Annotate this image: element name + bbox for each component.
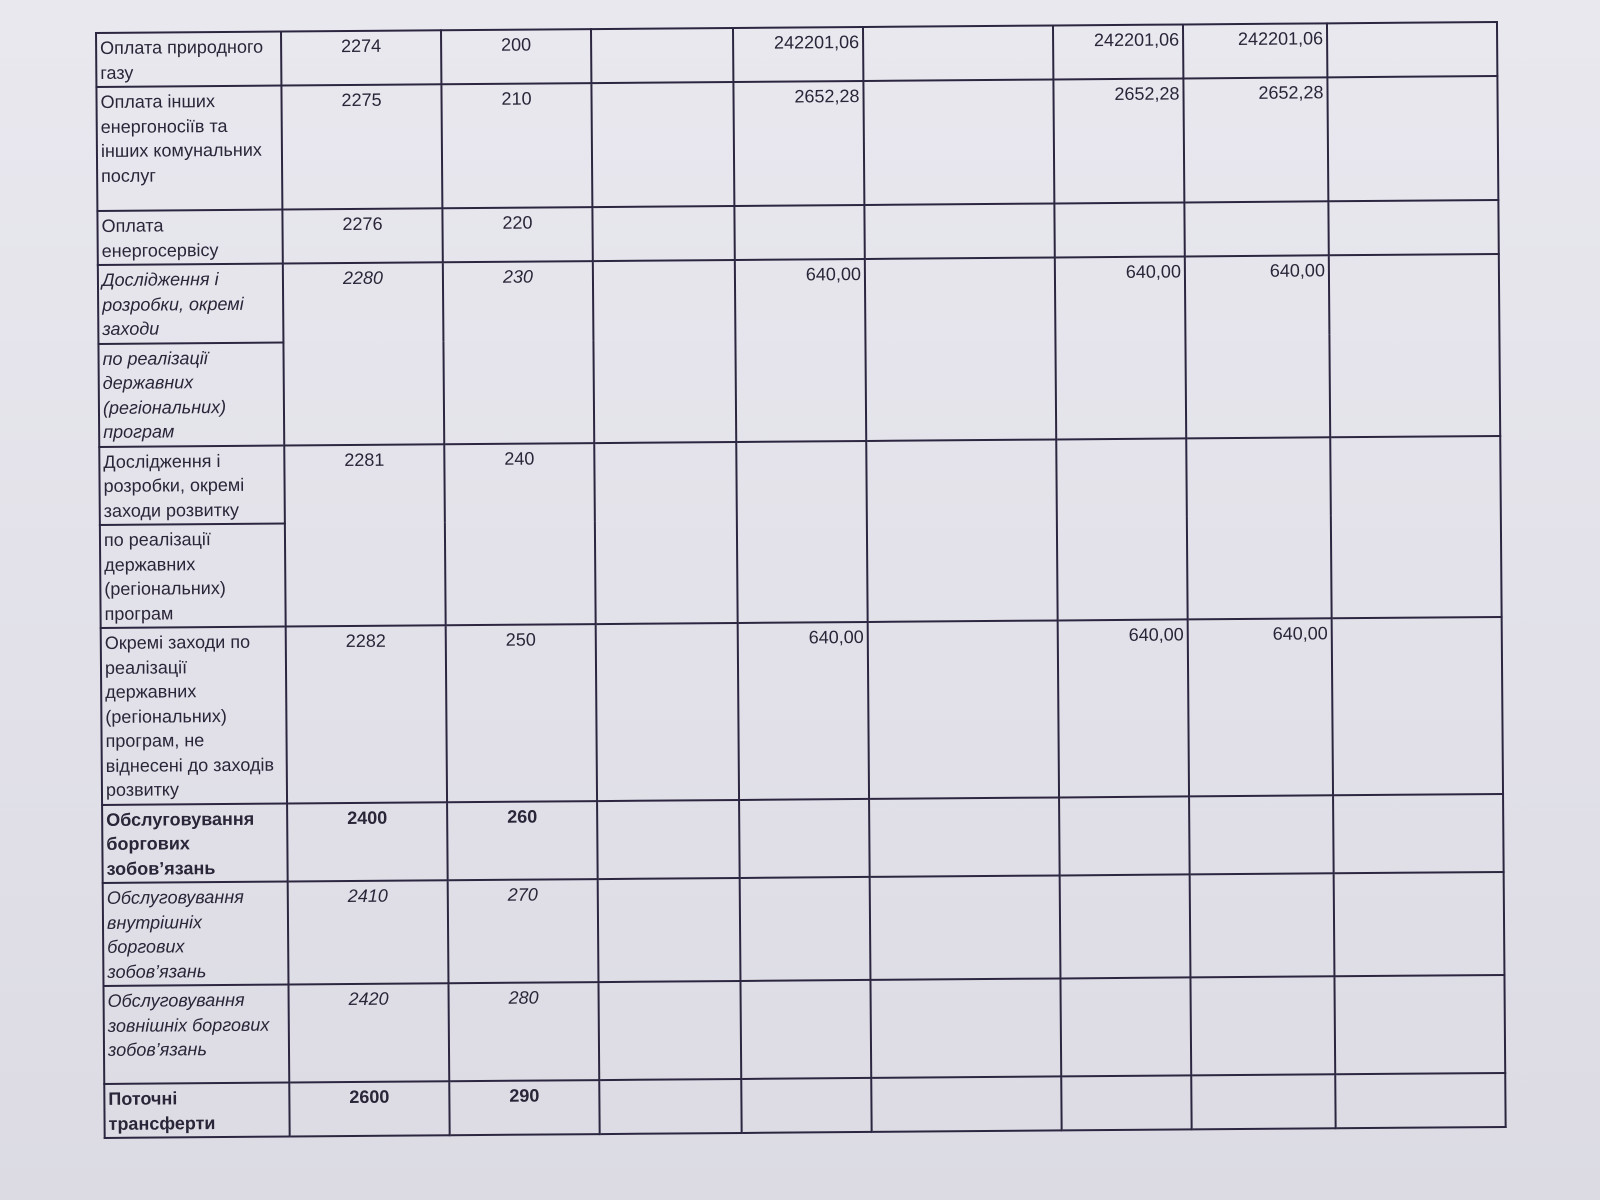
row-value-col6	[1334, 975, 1505, 1074]
row-value-col1	[591, 28, 733, 83]
row-code: 2282	[286, 625, 447, 803]
row-value-col2: 2652,28	[733, 81, 864, 206]
row-code: 2275	[281, 84, 442, 209]
row-value-col2	[734, 205, 864, 260]
row-name: Окремі заходи по реалізації державних (регіональних) програм, не віднесені до заходів розвитку	[101, 627, 287, 805]
row-value-col1	[598, 878, 741, 982]
row-value-col5: 2652,28	[1183, 77, 1328, 202]
row-value-col3	[870, 875, 1061, 979]
row-value-col5	[1186, 437, 1331, 620]
row-value-col1	[594, 441, 737, 624]
row-line-number: 270	[448, 879, 599, 983]
row-value-col3	[870, 978, 1061, 1077]
row-code: 2410	[288, 880, 449, 984]
row-line-number: 280	[448, 982, 599, 1081]
row-value-col6	[1334, 872, 1505, 976]
row-value-col4	[1060, 977, 1191, 1076]
row-value-col2	[740, 877, 871, 981]
row-value-col1	[593, 260, 736, 443]
row-code: 2600	[289, 1081, 449, 1136]
row-name: Оплата природного газу	[96, 32, 281, 87]
row-value-col4	[1060, 874, 1191, 978]
table-row	[104, 1073, 1505, 1138]
row-value-col4	[1056, 438, 1187, 621]
row-value-col4: 2652,28	[1053, 78, 1184, 203]
row-value-col5	[1189, 795, 1334, 875]
row-value-col4	[1061, 1075, 1191, 1130]
row-line-number: 240	[444, 443, 595, 626]
row-value-col5: 640,00	[1185, 255, 1330, 438]
table-row	[101, 617, 1503, 804]
row-value-col2	[736, 440, 867, 623]
row-value-col5	[1190, 873, 1335, 977]
row-value-col6	[1330, 435, 1501, 618]
row-value-col1	[598, 981, 741, 1080]
row-value-col6	[1332, 617, 1503, 795]
row-value-col5: 640,00	[1188, 618, 1333, 796]
row-value-col4	[1054, 202, 1184, 257]
row-value-col1	[591, 82, 734, 207]
row-value-col3	[866, 439, 1057, 622]
row-name-continuation: по реалізації державних (регіональних) програм	[100, 524, 286, 628]
row-value-col3	[871, 1076, 1061, 1131]
row-value-col1	[599, 1079, 741, 1134]
row-line-number: 220	[442, 207, 592, 262]
row-name: Поточні трансферти	[104, 1083, 289, 1138]
row-code: 2280	[283, 262, 444, 445]
row-name-continuation: по реалізації державних (регіональних) програм	[98, 342, 284, 446]
budget-sheet	[95, 21, 1507, 1139]
row-value-col3	[864, 203, 1054, 258]
row-value-col1	[596, 623, 739, 801]
row-value-col3	[869, 797, 1060, 877]
row-value-col6	[1333, 793, 1504, 873]
row-value-col1	[592, 206, 734, 261]
row-name: Дослідження і розробки, окремі заходи	[98, 264, 284, 344]
row-value-col4: 640,00	[1058, 619, 1189, 797]
row-value-col2: 640,00	[738, 622, 869, 800]
row-value-col6	[1329, 254, 1500, 437]
row-line-number: 210	[441, 83, 592, 208]
row-value-col6	[1327, 22, 1497, 77]
row-line-number: 200	[441, 29, 591, 84]
row-value-col3	[863, 25, 1053, 80]
row-value-col2	[739, 798, 870, 878]
row-code: 2400	[287, 802, 448, 882]
row-value-col6	[1328, 200, 1498, 255]
row-value-col5: 242201,06	[1183, 23, 1327, 78]
table-row	[102, 793, 1504, 883]
row-value-col5	[1190, 976, 1335, 1075]
row-value-col5	[1191, 1074, 1335, 1129]
row-name: Обслуговування внутрішніх боргових зобов’язань	[103, 882, 289, 986]
row-value-col1	[597, 799, 740, 879]
row-line-number: 230	[443, 261, 594, 444]
row-name: Обслуговування зовнішніх боргових зобов’язань	[103, 985, 289, 1084]
table-row	[99, 435, 1501, 525]
row-line-number: 290	[449, 1080, 599, 1135]
row-value-col4: 640,00	[1055, 256, 1186, 439]
row-code: 2274	[281, 30, 441, 85]
row-value-col2	[741, 1078, 871, 1133]
table-row	[103, 975, 1505, 1084]
row-value-col2: 640,00	[735, 259, 866, 442]
row-name: Оплата енергосервісу	[97, 210, 282, 265]
table-row	[98, 254, 1500, 344]
row-value-col3	[863, 79, 1054, 204]
row-value-col4: 242201,06	[1053, 24, 1183, 79]
row-name: Обслуговування боргових зобов’язань	[102, 803, 288, 883]
budget-table	[95, 21, 1507, 1139]
row-code: 2420	[288, 983, 449, 1082]
row-value-col3	[865, 257, 1056, 440]
row-code: 2281	[284, 444, 445, 627]
table-row	[96, 76, 1498, 211]
row-value-col5	[1184, 201, 1328, 256]
row-line-number: 250	[446, 624, 597, 802]
row-value-col3	[868, 620, 1059, 798]
row-value-col2: 242201,06	[733, 27, 863, 82]
row-value-col4	[1059, 796, 1190, 876]
row-name: Дослідження і розробки, окремі заходи розвитку	[99, 445, 285, 525]
table-row	[103, 872, 1505, 986]
row-code: 2276	[282, 208, 442, 263]
row-line-number: 260	[447, 801, 598, 881]
row-value-col2	[740, 980, 871, 1079]
row-name: Оплата інших енергоносіїв та інших комунальних послуг	[96, 86, 282, 211]
row-value-col6	[1327, 76, 1498, 201]
row-value-col6	[1335, 1073, 1505, 1128]
